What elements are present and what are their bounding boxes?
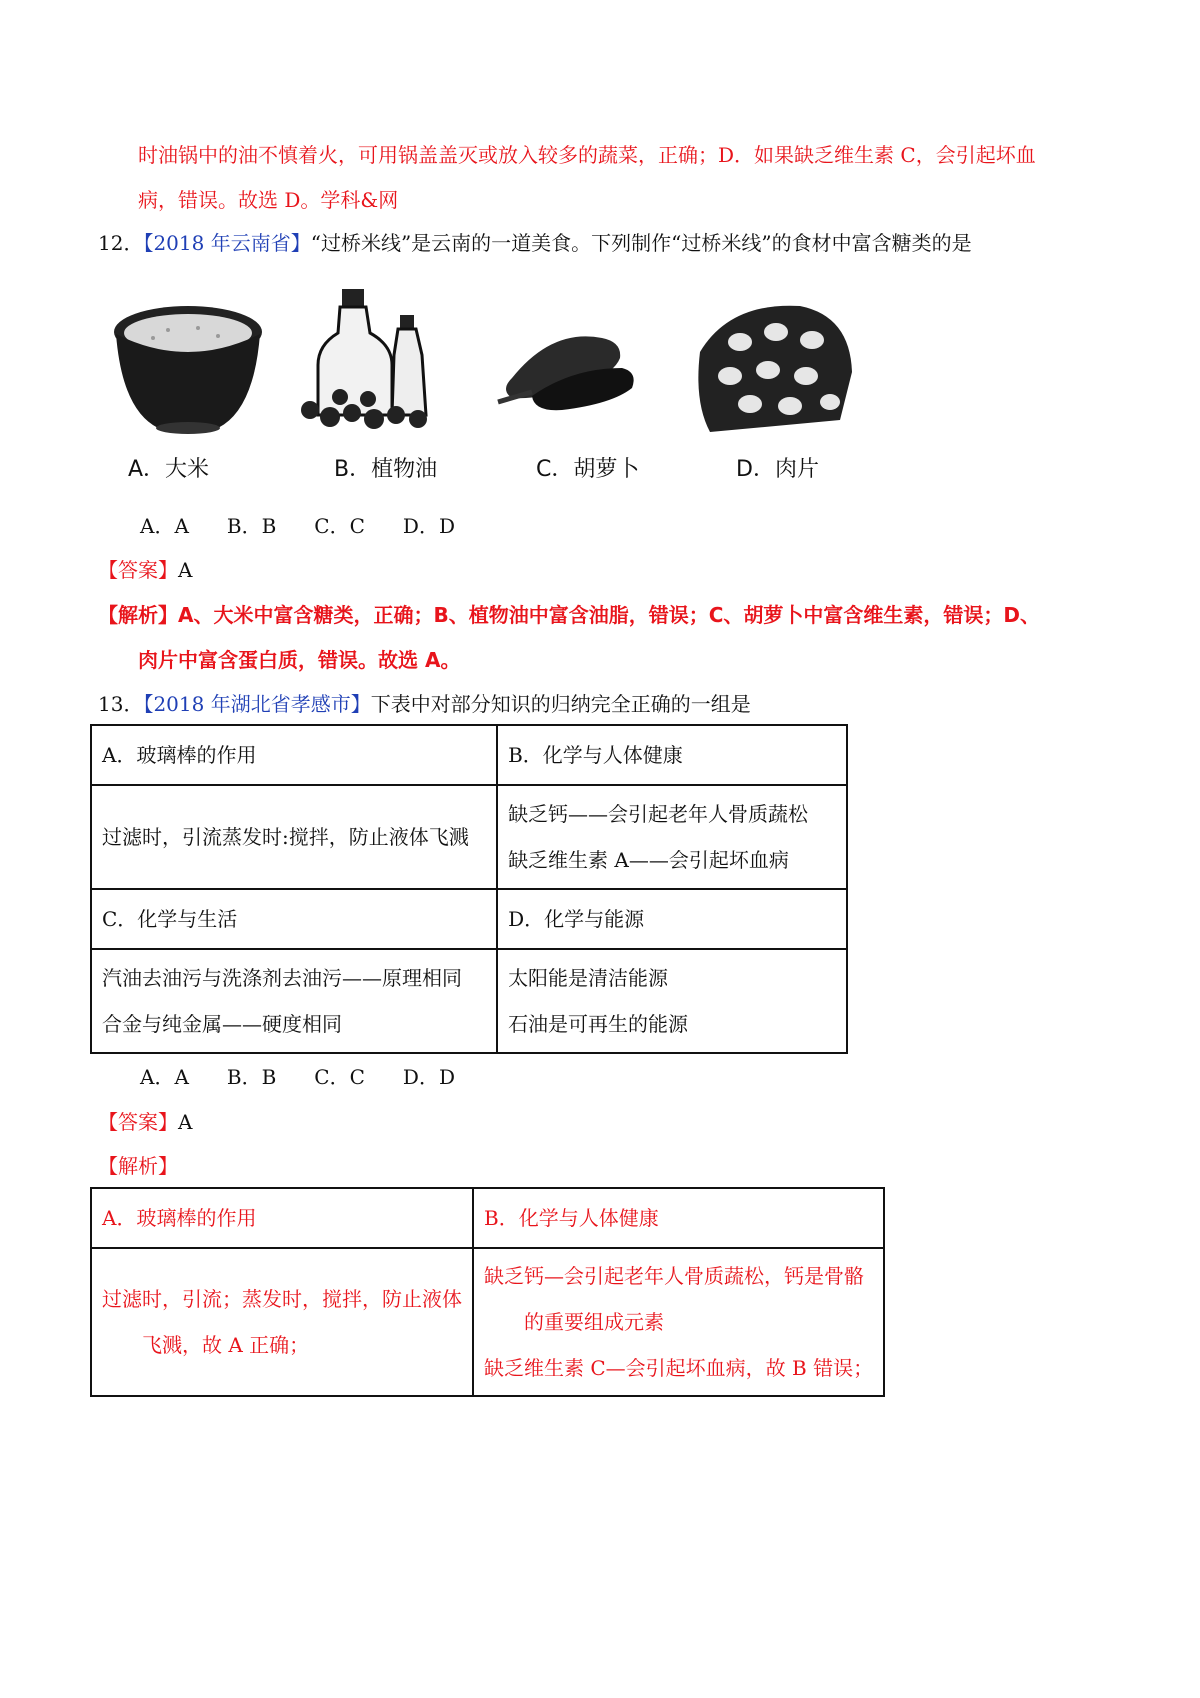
q13-analysis-b-body-line2: 的重要组成元素 — [524, 1310, 664, 1334]
q13-source: 【2018 年湖北省孝感市】 — [143, 692, 371, 716]
q12-stem-text: “过桥米线”是云南的一道美食。下列制作“过桥米线”的食材中富含糖类的是 — [310, 231, 972, 255]
q13-table-c-body-line2: 合金与纯金属——硬度相同 — [102, 1012, 342, 1036]
carrot-image — [492, 318, 642, 418]
q12-number: 12． — [98, 231, 144, 255]
q12-source: 【2018 年云南省】 — [143, 231, 311, 255]
q13-answer-value: A — [178, 1110, 193, 1134]
q12-analysis-line2: 肉片中富含蛋白质，错误。故选 A。 — [138, 648, 461, 672]
q13-analysis-table — [90, 1187, 885, 1397]
q13-table-c-body-line1: 汽油去油污与洗涤剂去油污——原理相同 — [102, 966, 462, 990]
q13-table-b-body — [497, 785, 847, 889]
q12-option-c[interactable]: C．C — [314, 514, 365, 538]
q13-analysis-a-body — [91, 1248, 473, 1396]
prev-explanation-line1: 时油锅中的油不慎着火，可用锅盖盖灭或放入较多的蔬菜，正确；D．如果缺乏维生素 C，会引起坏血 — [138, 143, 1036, 167]
q13-analysis-b-body-line3: 缺乏维生素 C—会引起坏血病，故 B 错误； — [484, 1356, 874, 1380]
q13-table-b-head: B．化学与人体健康 — [497, 725, 847, 785]
q13-analysis-b-head: B．化学与人体健康 — [473, 1188, 884, 1248]
q13-analysis-tag: 【解析】 — [98, 1154, 178, 1178]
q13-table-d-body-line1: 太阳能是清洁能源 — [508, 966, 669, 990]
q13-table-d-head: D．化学与能源 — [497, 889, 847, 949]
q13-option-d[interactable]: D．D — [402, 1065, 455, 1089]
q12-image-label-b: B．植物油 — [334, 457, 438, 482]
meat-slices-image — [690, 292, 860, 437]
prev-explanation-line2: 病，错误。故选 D。学科&网 — [138, 188, 399, 212]
q12-option-a[interactable]: A．A — [140, 514, 189, 538]
q13-stem — [98, 690, 751, 718]
q12-image-label-a: A．大米 — [128, 457, 210, 482]
q13-table-a-head: A．玻璃棒的作用 — [91, 725, 497, 785]
q13-option-b[interactable]: B．B — [226, 1065, 277, 1089]
q12-analysis-tag: 【解析】 — [98, 603, 178, 627]
q13-option-a[interactable]: A．A — [140, 1065, 189, 1089]
q12-stem — [98, 229, 972, 257]
q12-analysis-line1 — [98, 601, 1040, 629]
q13-options — [140, 1063, 455, 1091]
q13-table-b-body-line1: 缺乏钙——会引起老年人骨质蔬松 — [508, 802, 809, 826]
q12-option-b[interactable]: B．B — [226, 514, 277, 538]
q13-answer — [98, 1108, 192, 1136]
q13-stem-text: 下表中对部分知识的归纳完全正确的一组是 — [370, 692, 751, 716]
q13-table-d-body — [497, 949, 847, 1053]
q12-analysis-text1: A、大米中富含糖类，正确；B、植物油中富含油脂，错误；C、胡萝卜中富含维生素，错误；D、 — [178, 603, 1041, 627]
q13-table-b-body-line2: 缺乏维生素 A——会引起坏血病 — [508, 848, 789, 872]
q12-image-label-d: D．肉片 — [736, 457, 819, 482]
q13-table-c-body — [91, 949, 497, 1053]
q13-analysis-b-body-line1: 缺乏钙—会引起老年人骨质蔬松，钙是骨骼 — [484, 1264, 864, 1288]
q13-table-c-head: C．化学与生活 — [91, 889, 497, 949]
q13-option-c[interactable]: C．C — [314, 1065, 365, 1089]
q12-answer-tag: 【答案】 — [98, 558, 178, 582]
vegetable-oil-image — [300, 285, 440, 435]
q12-image-label-c: C．胡萝卜 — [536, 457, 640, 482]
q12-answer-value: A — [178, 558, 193, 582]
q13-analysis-b-body — [473, 1248, 884, 1396]
q13-analysis-a-head: A．玻璃棒的作用 — [91, 1188, 473, 1248]
q13-table-d-body-line2: 石油是可再生的能源 — [508, 1012, 689, 1036]
q13-answer-tag: 【答案】 — [98, 1110, 178, 1134]
q13-table-a-body: 过滤时，引流蒸发时:搅拌，防止液体飞溅 — [91, 785, 497, 889]
q12-answer — [98, 556, 192, 584]
rice-bowl-image — [108, 300, 268, 440]
q13-analysis-a-body-line2: 飞溅，故 A 正确； — [142, 1333, 310, 1357]
q12-options — [140, 512, 455, 540]
q13-number: 13． — [98, 692, 144, 716]
q13-analysis-a-body-line1: 过滤时，引流；蒸发时，搅拌，防止液体 — [102, 1287, 462, 1311]
q12-option-d[interactable]: D．D — [402, 514, 455, 538]
q13-knowledge-table — [90, 724, 848, 1054]
